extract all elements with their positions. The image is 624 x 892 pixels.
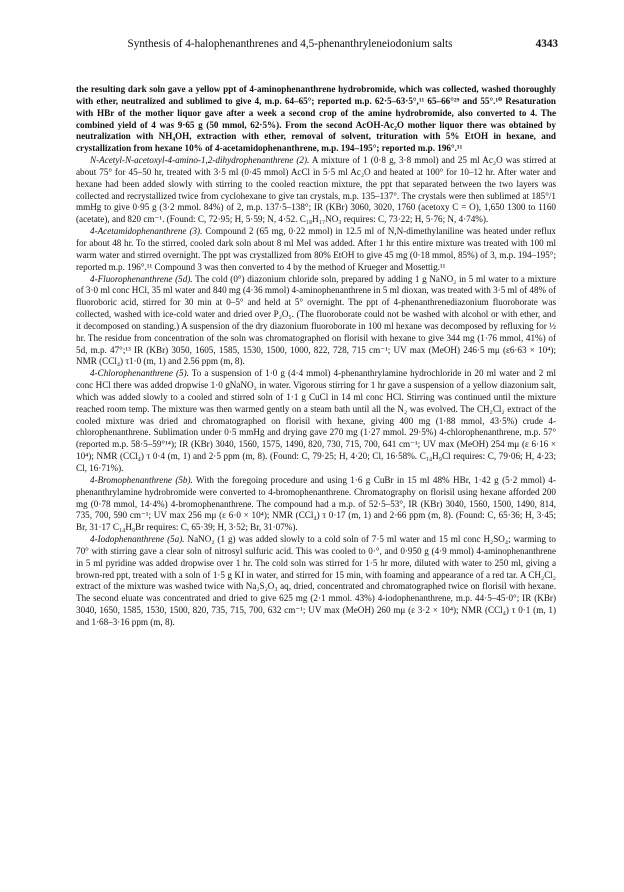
paragraph (76, 155, 556, 226)
running-header (66, 38, 558, 54)
section-heading: 4-Chlorophenanthrene (5). (90, 368, 189, 379)
section-heading: 4-Acetamidophenanthrene (3). (90, 226, 203, 237)
paragraph (76, 84, 556, 155)
section-heading: 4-Fluorophenanthrene (5d). (90, 273, 193, 284)
paragraph (76, 274, 556, 369)
paragraph-text: With the foregoing procedure and using 1·6 g CuBr in 15 ml 48% HBr, 1·42 g (5·2 mmol) 4-phenanthrylamine hydrobromide were converted to 4-bromophenanthrene. Chromatography on florisil using hexane afforded 200 mg (0·78 mmol, 14·4%) 4-bromophenanthrene. The compound had a m.p. of 52·5–53°, IR (KBr) 3040, 1560, 1500, 1490, 814, 735, 700, 590 cm⁻¹; UV max 256 mμ (ε 6·0 × 10⁴); NMR (CCl₄) τ 0·17 (m, 1) and 2·66 ppm (m, 8). (Found: C, 65·36; H, 3·45; Br, 31·17 C₁₄H₉Br requires: C, 65·39; H, 3·52; Br, 31·07%). (76, 474, 557, 533)
section-heading: N-Acetyl-N-acetoxyl-4-amino-1,2-dihydrophenanthrene (2). (90, 155, 310, 166)
paragraph-text: To a suspension of 1·0 g (4·4 mmol) 4-phenanthrylamine hydrochloride in 20 ml water and 2 ml conc HCl there was added dropwise 1·0 gNaNO₂ in water. Vigorous stirring for 1 hr gave a suspension of a yellow diazonium salt, which was added slowly to a cooled and stirred soln of 1·1 g CuCl in 14 ml conc HCl. Stirring was continued until the mixture reached room temp. The mixture was then warmed gently on a steam bath until all the N₂ was evolved. The CH₂Cl₂ extract of the cooled mixture was dried and chromatographed on florisil with hexane, giving 400 mg (1·88 mmol, 43·5%) crude 4-chlorophenanthrene. Sublimation under 0·5 mmHg and drying gave 270 mg (1·27 mmol. 29·5%) 4-chlorophenanthrene, m.p. 57° (reported m.p. 58·5–59°¹⁴); IR (KBr) 3040, 1560, 1575, 1490, 820, 730, 715, 700, 641 cm⁻¹; UV max (MeOH) 254 mμ (ε 6·16 × 10⁴); NMR (CCl₄) τ 0·4 (m, 1) and 2·5 ppm (m, 8). (Found: C, 79·25; H, 4·20; Cl, 16·58%. C₁₄H₉Cl requires: C, 79·06; H, 4·23; Cl, 16·71%). (76, 368, 556, 473)
paragraph-text: Compound 2 (65 mg, 0·22 mmol) in 12.5 ml of N,N-dimethylaniline was heated under reflux for about 48 hr. To the stirred, cooled dark soln about 8 ml MeI was added. After 1 hr this entire mixture was treated with 100 ml warm water and stirred overnight. The ppt was crystallized from 80% EtOH to give 45 mg (0·18 mmol, 85%) of 3, m.p. 194–195°; reported m.p. 196°.¹¹ Compound 3 was then converted to 4 by the method of Krueger and Mosettig.¹¹ (76, 226, 556, 272)
running-title: Synthesis of 4-halophenanthrenes and 4,5-phenanthryleneiodonium salts (127, 38, 453, 50)
section-heading: 4-Bromophenanthrene (5b). (90, 474, 193, 485)
paragraph-text: The cold (0°) diazonium chloride soln, prepared by adding 1 g NaNO₂ in 5 ml water to a mixture of 3·0 ml conc HCl, 35 ml water and 840 mg (4·36 mmol) 4-aminophenanthrene in 5 ml dioxan, was treated with 3·5 ml of 48% of fluoroboric acid, stirred for 30 min at 0–5° and held at 5° overnight. The ppt of 4-phenanthrenediazonium fluoroborate was collected, washed with ice-cold water and dried over P₂O₅. (The fluoroborate could not be washed with alcohol or with ether, and it decomposed on standing.) A suspension of the dry diazonium fluoroborate in 100 ml hexane was decomposed by refluxing for ½ hr. The residue from concentration of the soln was chromatographed on florisil with hexane to give 344 mg (1·76 mmol, 41%) of 5d, m.p. 47°;¹³ IR (KBr) 3050, 1605, 1585, 1530, 1500, 1000, 822, 728, 715 cm⁻¹; UV max (MeOH) 246·5 mμ (ε6·63 × 10⁴); NMR (CCl₄) τ1·0 (m, 1) and 2.56 ppm (m, 8). (76, 273, 556, 367)
paragraph-text: NaNO₂ (1 g) was added slowly to a cold soln of 7·5 ml water and 15 ml conc H₂SO₄; warming to 70° with stirring gave a clear soln of nitrosyl sulfuric acid. This was cooled to 0·°, and 0·950 g (4·9 mmol) 4-aminophenanthrene in 5 ml pyridine was added dropwise over 1 hr. The cold soln was stirred for 1·5 hr more, diluted with water to 250 ml, giving a brown-red ppt, treated with a soln of 1·5 g KI in water, and stirred for 15 min, with foaming and appearance of a red tar. A CH₂Cl₂ extract of the mixture was washed twice with Na₂S₂O₃ aq, dried, concentrated and chromatographed twice on florisil with hexane. The second eluate was concentrated and dried to give 625 mg (2·1 mmol. 43%) 4-iodophenanthrene, m.p. 44·5–45·0°; IR (KBr) 3040, 1650, 1585, 1530, 1500, 820, 735, 715, 700, 632 cm⁻¹; UV max (MeOH) 260 mμ (ε 3·2 × 10⁴); NMR (CCl₄) τ 0·1 (m, 1) and 1·68–3·16 ppm (m, 8). (76, 534, 556, 627)
paragraph-text: A mixture of 1 (0·8 g, 3·8 mmol) and 25 ml Ac₂O was stirred at about 75° for 45–50 hr, treated with 3·5 ml (0·45 mmol) AcCl in 5·5 ml Ac₂O and heated at 100° for 10–12 hr. After water and hexane had been added slowly with stirring to the cooled reaction mixture, the ppt that separated between the two layers was collected and recrystallized twice from cyclohexane to give tan crystals, m.p. 135–137°. The crystals were then sublimed at 185°/1 mmHg to give 0·95 g (3·2 mmol. 84%) of 2, m.p. 137·5–138°; IR (KBr) 3060, 3020, 1760 (acetoxy C = O), 1,650 1300 to 1160 (acetate), and 820 cm⁻¹. (Found: C, 72·95; H, 5·59; N, 4·52. C₁₈H₁₇NO₃ requires: C, 73·22; H, 5·76; N, 4·74%). (76, 155, 556, 225)
paragraph (76, 534, 556, 629)
paragraph-text: the resulting dark soln gave a yellow ppt of 4-aminophenanthrene hydrobromide, which was collected, washed thoroughly with ether, neutralized and sublimed to give 4, m.p. 64–65°; reported m.p. 62·5–63·5°,¹¹ 65–66°²⁹ and 55°.¹⁰ Resaturation with HBr of the mother liquor gave after a week a second crop of the amine hydrobromide, also converted to 4. The combined yield of 4 was 9·65 g (50 mmol, 62·5%). From the second AcOH-Ac₂O mother liquor there was obtained by neutralization with NH₄OH, extraction with ether, removal of solvent, trituration with 5% EtOH in hexane, and crystallization from hexane 10% of 4-acetamidophenanthrene, m.p. 194–195°; reported m.p. 196°.¹¹ (76, 84, 556, 154)
section-heading: 4-Iodophenanthrene (5a). (90, 534, 185, 545)
paragraph (76, 226, 556, 273)
page-number: 4343 (535, 38, 558, 50)
paragraph (76, 368, 556, 475)
article-body (76, 84, 556, 629)
paragraph (76, 475, 556, 534)
